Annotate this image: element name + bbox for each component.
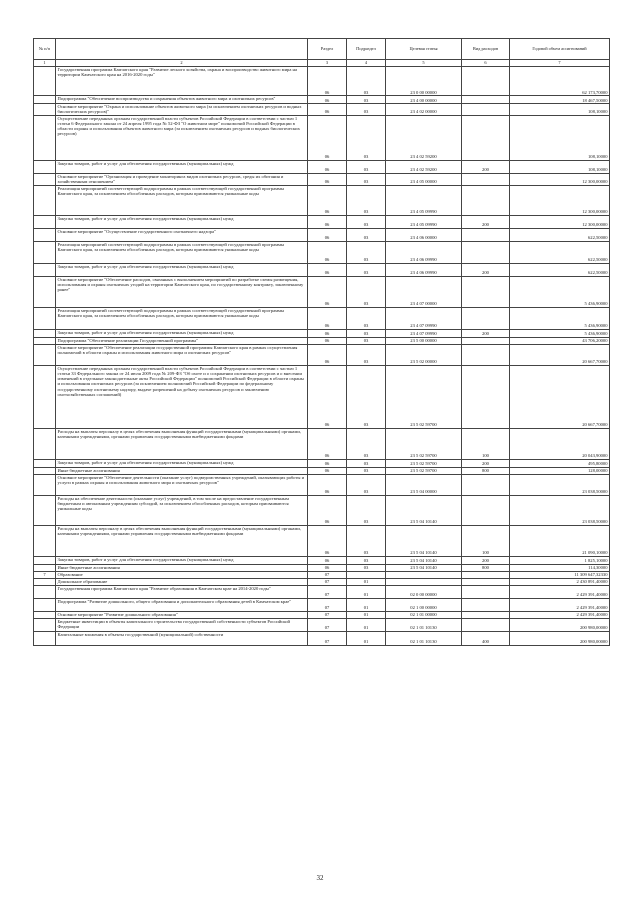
cell-tselevaya: 23 4 05 09990: [386, 185, 462, 215]
cell-vid: [462, 104, 510, 116]
table-row: [34, 344, 610, 365]
cell-name: Реализация мероприятий соответствующей подпрограммы в рамках соответствующей государственной программы Камчатского края, за исключением обособленных расходов, которым присваиваются уникальные коды: [56, 307, 308, 329]
table-row: [34, 276, 610, 307]
table-row: [34, 631, 610, 645]
cell-razdel: 06: [308, 241, 347, 263]
table-row: [34, 173, 610, 185]
cell-razdel: 06: [308, 365, 347, 428]
cell-razdel: 06: [308, 467, 347, 474]
cell-vid: [462, 474, 510, 495]
cell-vid: [462, 115, 510, 160]
cell-podrazdel: 03: [347, 307, 386, 329]
table-header-row: [34, 39, 610, 60]
cell-vid: [462, 228, 510, 241]
cell-vid: [462, 337, 510, 344]
cell-podrazdel: 01: [347, 598, 386, 611]
cell-num: [34, 428, 56, 459]
cell-tselevaya: 02 0 00 00000: [386, 585, 462, 598]
table-row: [34, 67, 610, 96]
cell-razdel: 06: [308, 564, 347, 571]
column-number: 3: [308, 60, 347, 67]
cell-razdel: 06: [308, 495, 347, 525]
table-row: [34, 585, 610, 598]
cell-name: Иные бюджетные ассигнования: [56, 564, 308, 571]
cell-vid: [462, 96, 510, 104]
cell-tselevaya: 23 5 04 10140: [386, 495, 462, 525]
cell-razdel: 06: [308, 173, 347, 185]
cell-tselevaya: 23 4 06 09990: [386, 241, 462, 263]
cell-name: Реализация мероприятий соответствующей подпрограммы в рамках соответствующей государственной программы Камчатского края, за исключением обособленных расходов, которым присваиваются уникальные коды: [56, 185, 308, 215]
cell-name: Основное мероприятие "Организация и проведение мониторинга видов охотничьих ресурсов, среды их обитания и хозяйственным отношением": [56, 173, 308, 185]
cell-name: Иные бюджетные ассигнования: [56, 467, 308, 474]
cell-num: [34, 564, 56, 571]
cell-vid: 800: [462, 564, 510, 571]
cell-podrazdel: 03: [347, 185, 386, 215]
header-vid: Вид расходов: [462, 39, 510, 60]
cell-podrazdel: 03: [347, 459, 386, 467]
cell-tselevaya: 23 5 02 59700: [386, 365, 462, 428]
cell-num: 7: [34, 571, 56, 578]
cell-name: Осуществление переданных органам государственной власти субъектов Российской Федерации в соответствии с частью 1 статьи 6 Федерального закона от 24 апреля 1995 года № 52-ФЗ "О животном мире" полномочий Российской Федерации в области охраны и использования объектов животного мира (за исключением охотничьих ресурсов и водных биологических ресурсов): [56, 115, 308, 160]
cell-razdel: 07: [308, 585, 347, 598]
cell-podrazdel: 03: [347, 564, 386, 571]
cell-num: [34, 631, 56, 645]
table-row: [34, 495, 610, 525]
cell-podrazdel: 03: [347, 525, 386, 556]
cell-razdel: 07: [308, 611, 347, 618]
cell-summa: 20 667,70000: [510, 344, 610, 365]
cell-vid: [462, 67, 510, 96]
header-name: [56, 39, 308, 60]
cell-razdel: 06: [308, 215, 347, 228]
cell-razdel: 06: [308, 307, 347, 329]
cell-summa: 18 467,50000: [510, 96, 610, 104]
cell-summa: 23 038,50000: [510, 474, 610, 495]
cell-num: [34, 344, 56, 365]
cell-summa: 495,80000: [510, 459, 610, 467]
cell-razdel: 06: [308, 556, 347, 564]
cell-vid: 100: [462, 428, 510, 459]
cell-tselevaya: 23 5 02 59700: [386, 459, 462, 467]
cell-vid: [462, 585, 510, 598]
cell-podrazdel: 03: [347, 228, 386, 241]
cell-num: [34, 228, 56, 241]
cell-tselevaya: [386, 578, 462, 585]
cell-podrazdel: 03: [347, 556, 386, 564]
cell-num: [34, 459, 56, 467]
cell-tselevaya: 23 4 05 09990: [386, 215, 462, 228]
cell-name: Закупка товаров, работ и услуг для обеспечения государственных (муниципальных) нужд: [56, 459, 308, 467]
cell-name: Закупка товаров, работ и услуг для обеспечения государственных (муниципальных) нужд: [56, 215, 308, 228]
cell-num: [34, 115, 56, 160]
cell-num: [34, 185, 56, 215]
cell-name: Закупка товаров, работ и услуг для обеспечения государственных (муниципальных) нужд: [56, 556, 308, 564]
cell-num: [34, 467, 56, 474]
cell-podrazdel: 03: [347, 474, 386, 495]
cell-podrazdel: 03: [347, 241, 386, 263]
cell-summa: 20 043,90000: [510, 428, 610, 459]
cell-vid: [462, 618, 510, 631]
cell-summa: 622,50000: [510, 263, 610, 276]
table-row: [34, 459, 610, 467]
cell-podrazdel: 03: [347, 365, 386, 428]
cell-summa: 2 429 391,40000: [510, 611, 610, 618]
cell-name: Подпрограмма "Обеспечение воспроизводства и сохранения объектов животного мира и охотничьих ресурсов": [56, 96, 308, 104]
cell-name: Капитальные вложения в объекты государственной (муниципальной) собственности: [56, 631, 308, 645]
cell-summa: 114,30000: [510, 564, 610, 571]
column-number: 6: [462, 60, 510, 67]
cell-podrazdel: 01: [347, 618, 386, 631]
cell-num: [34, 618, 56, 631]
table-row: [34, 228, 610, 241]
cell-name: Образование: [56, 571, 308, 578]
cell-num: [34, 173, 56, 185]
cell-podrazdel: 03: [347, 215, 386, 228]
cell-name: Расходы на выплаты персоналу в целях обеспечения выполнения функций государственными (муниципальными) органами, казенными учреждениями, органами управления государственными внебюджетными фондами: [56, 428, 308, 459]
cell-num: [34, 215, 56, 228]
cell-name: Основное мероприятие "Осуществление государственного охотничьего надзора": [56, 228, 308, 241]
cell-podrazdel: 01: [347, 578, 386, 585]
cell-vid: [462, 276, 510, 307]
table-row: [34, 241, 610, 263]
cell-summa: 62 173,70000: [510, 67, 610, 96]
cell-summa: 12 300,00000: [510, 173, 610, 185]
cell-tselevaya: 23 5 04 10140: [386, 525, 462, 556]
table-row: [34, 263, 610, 276]
cell-name: Основное мероприятие "Развитие дошкольного образования": [56, 611, 308, 618]
cell-tselevaya: 23 5 04 10140: [386, 556, 462, 564]
cell-podrazdel: 03: [347, 428, 386, 459]
cell-vid: [462, 307, 510, 329]
cell-summa: 622,50000: [510, 228, 610, 241]
cell-num: [34, 495, 56, 525]
cell-tselevaya: 23 4 00 00000: [386, 96, 462, 104]
cell-tselevaya: 23 4 06 00000: [386, 228, 462, 241]
cell-tselevaya: 23 4 07 00000: [386, 276, 462, 307]
cell-tselevaya: 02 1 01 10130: [386, 631, 462, 645]
cell-tselevaya: 23 4 07 09990: [386, 307, 462, 329]
cell-summa: 108,10000: [510, 115, 610, 160]
cell-podrazdel: 03: [347, 115, 386, 160]
cell-num: [34, 585, 56, 598]
table-row: [34, 329, 610, 337]
cell-tselevaya: 23 5 02 00000: [386, 344, 462, 365]
cell-vid: [462, 598, 510, 611]
cell-vid: 800: [462, 467, 510, 474]
cell-vid: [462, 241, 510, 263]
cell-name: Закупка товаров, работ и услуг для обеспечения государственных (муниципальных) нужд: [56, 160, 308, 173]
table-body: [34, 67, 610, 646]
table-row: [34, 598, 610, 611]
cell-name: Расходы на выплаты персоналу в целях обеспечения выполнения функций государственными (муниципальными) органами, казенными учреждениями, органами управления государственными внебюджетными фондами: [56, 525, 308, 556]
cell-tselevaya: 23 4 06 09990: [386, 263, 462, 276]
cell-razdel: 06: [308, 337, 347, 344]
cell-tselevaya: 23 4 02 59200: [386, 115, 462, 160]
cell-vid: [462, 611, 510, 618]
table-row: [34, 215, 610, 228]
table-row: [34, 104, 610, 116]
table-row: [34, 571, 610, 578]
cell-num: [34, 337, 56, 344]
cell-num: [34, 329, 56, 337]
cell-razdel: 06: [308, 276, 347, 307]
cell-summa: 2 429 391,40000: [510, 598, 610, 611]
cell-summa: 2 430 891,40000: [510, 578, 610, 585]
cell-podrazdel: 03: [347, 276, 386, 307]
cell-num: [34, 474, 56, 495]
cell-podrazdel: 03: [347, 495, 386, 525]
cell-num: [34, 598, 56, 611]
table-row: [34, 160, 610, 173]
column-number: 1: [34, 60, 56, 67]
cell-num: [34, 96, 56, 104]
cell-vid: [462, 365, 510, 428]
cell-summa: 43 706,20000: [510, 337, 610, 344]
cell-name: Расходы на обеспечение деятельности (оказание услуг) учреждений, в том числе на предоставление государственным бюджетным и автономным учреждениям субсидий, за исключением обособленных расходов, которым присваиваются уникальные коды: [56, 495, 308, 525]
table-row: [34, 556, 610, 564]
cell-tselevaya: 23 5 02 59700: [386, 467, 462, 474]
cell-name: Государственная программа Камчатского края "Развитие образования в Камчатском крае на 2014-2020 годы": [56, 585, 308, 598]
budget-table: [33, 38, 610, 646]
table-row: [34, 474, 610, 495]
column-number: 4: [347, 60, 386, 67]
cell-summa: 2 429 391,40000: [510, 585, 610, 598]
cell-razdel: 06: [308, 329, 347, 337]
cell-razdel: 06: [308, 185, 347, 215]
cell-podrazdel: 03: [347, 467, 386, 474]
cell-num: [34, 578, 56, 585]
cell-tselevaya: 23 5 02 59700: [386, 428, 462, 459]
cell-summa: 200 980,00000: [510, 631, 610, 645]
cell-num: [34, 307, 56, 329]
cell-podrazdel: [347, 571, 386, 578]
table-row: [34, 185, 610, 215]
table-row: [34, 578, 610, 585]
cell-vid: 200: [462, 263, 510, 276]
cell-num: [34, 276, 56, 307]
table-row: [34, 428, 610, 459]
cell-podrazdel: 01: [347, 585, 386, 598]
cell-name: Основное мероприятие "Обеспечение реализации государственной программы Камчатского края в рамках осуществления полномочий в области охраны и использования животного мира и охотничьих ресурсов": [56, 344, 308, 365]
cell-razdel: 07: [308, 631, 347, 645]
cell-podrazdel: 03: [347, 337, 386, 344]
cell-tselevaya: 23 5 04 10140: [386, 564, 462, 571]
cell-name: Бюджетные инвестиции в объекты капитального строительства государственной собственности субъектов Российской Федерации: [56, 618, 308, 631]
column-number: 7: [510, 60, 610, 67]
cell-name: Дошкольное образование: [56, 578, 308, 585]
cell-summa: 5 436,90000: [510, 307, 610, 329]
cell-tselevaya: 23 5 04 00000: [386, 474, 462, 495]
cell-num: [34, 263, 56, 276]
table-row: [34, 467, 610, 474]
cell-summa: 108,10000: [510, 160, 610, 173]
cell-summa: 1 825,10000: [510, 556, 610, 564]
cell-razdel: 07: [308, 618, 347, 631]
cell-podrazdel: 03: [347, 96, 386, 104]
cell-razdel: 07: [308, 578, 347, 585]
table-row: [34, 337, 610, 344]
table-row: [34, 115, 610, 160]
cell-summa: 128,00000: [510, 467, 610, 474]
cell-name: Закупка товаров, работ и услуг для обеспечения государственных (муниципальных) нужд: [56, 329, 308, 337]
cell-name: Государственная программа Камчатского края "Развитие лесного хозяйства, охрана и воспроизводство животного мира на территории Камчатского края на 2016-2020 годы": [56, 67, 308, 96]
cell-razdel: 06: [308, 160, 347, 173]
cell-num: [34, 525, 56, 556]
cell-vid: 400: [462, 631, 510, 645]
table-row: [34, 618, 610, 631]
cell-razdel: 06: [308, 428, 347, 459]
table-row: [34, 611, 610, 618]
cell-vid: [462, 185, 510, 215]
cell-name: Основное мероприятие "Обеспечение деятельности (оказание услуг) подведомственных учреждений, оказывающих работы и услуги в рамках охраны и использования животного мира и охотничьих ресурсов": [56, 474, 308, 495]
cell-razdel: 06: [308, 67, 347, 96]
cell-vid: [462, 578, 510, 585]
cell-num: [34, 104, 56, 116]
column-number: 5: [386, 60, 462, 67]
cell-summa: 622,50000: [510, 241, 610, 263]
cell-vid: 200: [462, 160, 510, 173]
cell-podrazdel: 03: [347, 263, 386, 276]
cell-vid: [462, 571, 510, 578]
cell-podrazdel: 03: [347, 160, 386, 173]
cell-tselevaya: 02 1 01 00000: [386, 611, 462, 618]
cell-tselevaya: 23 5 00 00000: [386, 337, 462, 344]
cell-name: Осуществление переданных органам государственной власти субъектов Российской Федерации в соответствии с частью 1 статьи 33 Федерального закона от 24 июля 2009 года № 209-ФЗ "Об охоте и о сохранении охотничьих ресурсов и о внесении изменений в отдельные законодательные акты Российской Федерации" полномочий Российской Федерации в области охраны и использования охотничьих ресурсов (за исключением полномочий Российской Федерации по федеральному государственному охотничьему надзору, выдаче разрешений на добычу охотничьих ресурсов и заключению охотхозяйственных соглашений): [56, 365, 308, 428]
column-number-row: [34, 60, 610, 67]
cell-podrazdel: 03: [347, 173, 386, 185]
table-row: [34, 307, 610, 329]
cell-vid: 200: [462, 329, 510, 337]
cell-num: [34, 67, 56, 96]
header-tselevaya: Целевая статья: [386, 39, 462, 60]
cell-summa: 200 980,00000: [510, 618, 610, 631]
header-num: № п/п: [34, 39, 56, 60]
cell-vid: 200: [462, 556, 510, 564]
cell-name: Реализация мероприятий соответствующей подпрограммы в рамках соответствующей государственной программы Камчатского края, за исключением обособленных расходов, которым присваиваются уникальные коды: [56, 241, 308, 263]
cell-tselevaya: 23 4 05 00000: [386, 173, 462, 185]
cell-razdel: 06: [308, 104, 347, 116]
cell-razdel: 06: [308, 344, 347, 365]
header-summa: Годовой объем ассигнований: [510, 39, 610, 60]
cell-tselevaya: 02 1 00 00000: [386, 598, 462, 611]
cell-name: Основное мероприятие "Обеспечение расходов, связанных с выполнением мероприятий по разработке схемы размещения, использования и охраны охотничьих угодий на территории Камчатского края, по государственному контракту, заключенному ранее": [56, 276, 308, 307]
cell-summa: 108,10000: [510, 104, 610, 116]
cell-podrazdel: 03: [347, 67, 386, 96]
cell-vid: 100: [462, 525, 510, 556]
cell-summa: 20 667,70000: [510, 365, 610, 428]
table-row: [34, 96, 610, 104]
cell-podrazdel: 03: [347, 344, 386, 365]
table-row: [34, 525, 610, 556]
cell-name: Закупка товаров, работ и услуг для обеспечения государственных (муниципальных) нужд: [56, 263, 308, 276]
page-number: 32: [316, 874, 324, 882]
cell-tselevaya: 23 4 07 09990: [386, 329, 462, 337]
cell-vid: 200: [462, 215, 510, 228]
cell-summa: 5 436,90000: [510, 276, 610, 307]
cell-num: [34, 556, 56, 564]
cell-tselevaya: 23 4 02 00000: [386, 104, 462, 116]
cell-num: [34, 365, 56, 428]
cell-vid: 200: [462, 459, 510, 467]
cell-razdel: 06: [308, 115, 347, 160]
cell-summa: 5 436,90000: [510, 329, 610, 337]
cell-summa: 23 038,50000: [510, 495, 610, 525]
cell-razdel: 06: [308, 96, 347, 104]
table-row: [34, 564, 610, 571]
cell-vid: [462, 495, 510, 525]
cell-name: Подпрограмма "Обеспечение реализации Государственной программы": [56, 337, 308, 344]
table-row: [34, 365, 610, 428]
cell-tselevaya: [386, 571, 462, 578]
cell-summa: 12 300,00000: [510, 185, 610, 215]
cell-name: Подпрограмма "Развитие дошкольного, общего образования и дополнительного образования детей в Камчатском крае": [56, 598, 308, 611]
cell-summa: 21 090,10000: [510, 525, 610, 556]
cell-vid: [462, 173, 510, 185]
cell-razdel: 06: [308, 228, 347, 241]
column-number: 2: [56, 60, 308, 67]
cell-razdel: 06: [308, 263, 347, 276]
cell-num: [34, 241, 56, 263]
cell-podrazdel: 03: [347, 329, 386, 337]
cell-vid: [462, 344, 510, 365]
header-podrazdel: Подраздел: [347, 39, 386, 60]
cell-razdel: 07: [308, 598, 347, 611]
cell-razdel: 07: [308, 571, 347, 578]
cell-podrazdel: 03: [347, 104, 386, 116]
cell-num: [34, 160, 56, 173]
cell-summa: 11 309 647,32330: [510, 571, 610, 578]
cell-summa: 12 300,00000: [510, 215, 610, 228]
cell-razdel: 06: [308, 525, 347, 556]
cell-tselevaya: 23 4 02 59200: [386, 160, 462, 173]
cell-tselevaya: 02 1 01 10130: [386, 618, 462, 631]
cell-num: [34, 611, 56, 618]
cell-podrazdel: 01: [347, 631, 386, 645]
header-razdel: Раздел: [308, 39, 347, 60]
cell-name: Основное мероприятие "Охрана и использование объектов животного мира (за исключением охотничьих ресурсов и водных биологических ресурсов)": [56, 104, 308, 116]
cell-podrazdel: 01: [347, 611, 386, 618]
cell-razdel: 06: [308, 459, 347, 467]
cell-tselevaya: 23 0 00 00000: [386, 67, 462, 96]
cell-razdel: 06: [308, 474, 347, 495]
